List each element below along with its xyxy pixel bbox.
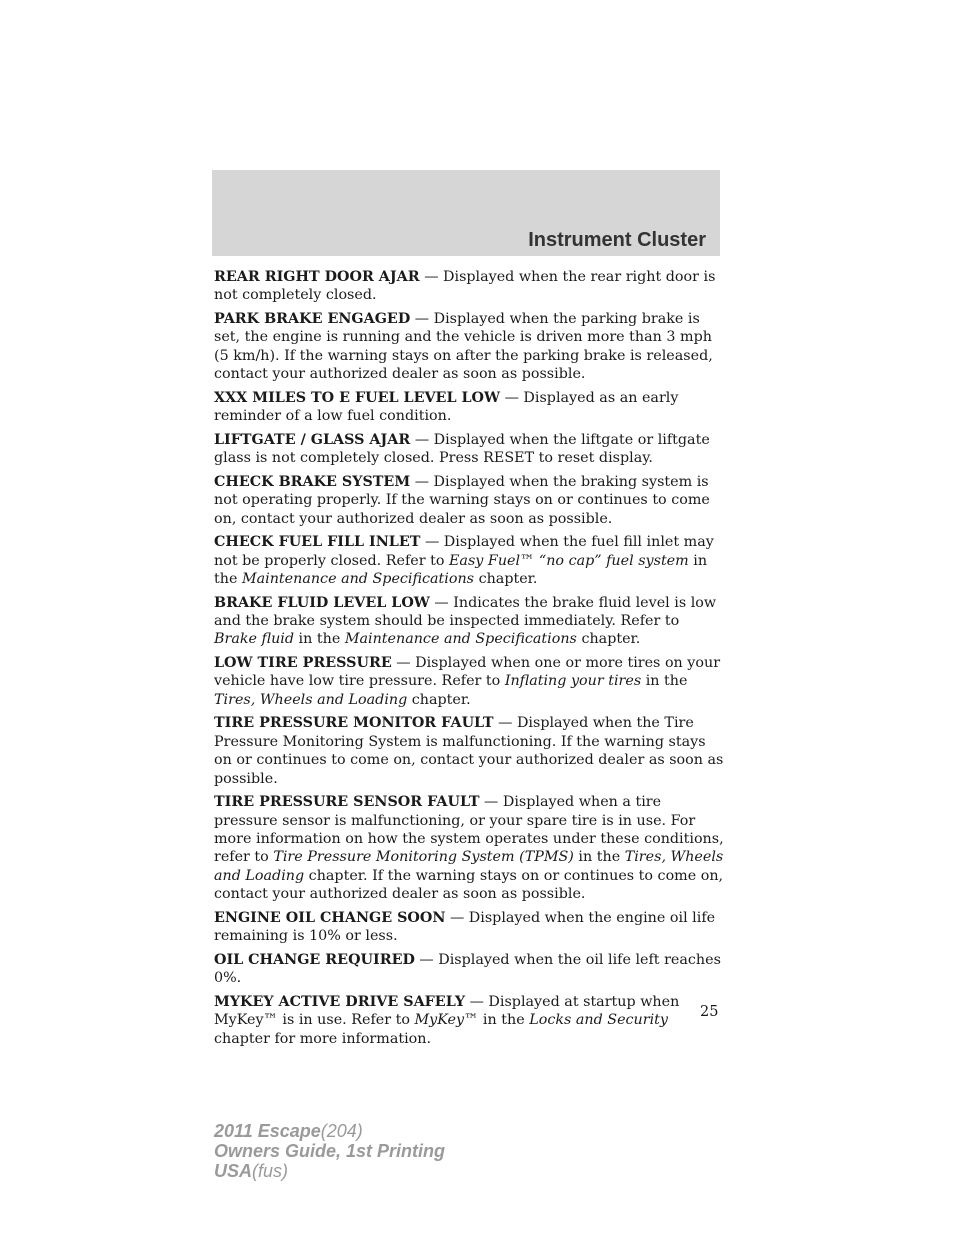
- footer-edition: Owners Guide, 1st Printing: [214, 1141, 446, 1161]
- warning-description: — Displayed when one or more tires on your vehicle have low tire pressure. Refer to: [214, 655, 721, 690]
- warning-term: BRAKE FLUID LEVEL LOW: [214, 594, 430, 611]
- warning-description: in the: [478, 1012, 530, 1029]
- warning-description: — Displayed when a tire pressure sensor is malfunctioning, or your spare tire is in use. For more information on how the system operates under these conditions, refer to: [214, 794, 724, 866]
- warning-description: — Displayed as an early reminder of a low fuel condition.: [214, 389, 679, 425]
- warning-entry: [214, 951, 724, 988]
- warning-description: — Displayed when the parking brake is set, the engine is running and the vehicle is driven more than 3 mph (5 km/h). If the warning stays on after the parking brake is released, contact your authorized dealer as soon as possible.: [214, 311, 713, 383]
- warning-entry: [214, 909, 724, 946]
- warning-entry: [214, 431, 724, 468]
- cross-reference: Tires, Wheels and Loading: [214, 691, 408, 708]
- warning-entry: [214, 473, 724, 528]
- cross-reference: Brake fluid: [214, 631, 295, 648]
- warning-entry: [214, 993, 724, 1048]
- warning-entry: [214, 594, 724, 649]
- cross-reference: Tires, Wheels and Loading: [214, 849, 724, 884]
- cross-reference: Maintenance and Specifications: [241, 571, 475, 588]
- warning-entry: [214, 389, 724, 426]
- footer-market-code: (fus): [252, 1161, 289, 1181]
- footer-market: USA: [214, 1161, 253, 1181]
- document-footer: [214, 1121, 445, 1181]
- warning-term: OIL CHANGE REQUIRED: [214, 951, 415, 968]
- footer-line-edition: [214, 1141, 445, 1161]
- page-number: 25: [700, 1004, 719, 1020]
- warning-message-list: [214, 268, 724, 1053]
- warning-description: — Indicates the brake fluid level is low and the brake system should be inspected immediately. Refer to: [214, 594, 717, 630]
- warning-description: chapter for more information.: [214, 1030, 432, 1047]
- section-title: Instrument Cluster: [528, 229, 706, 251]
- warning-description: — Displayed at startup when MyKey™ is in use. Refer to: [214, 993, 680, 1029]
- warning-term: TIRE PRESSURE SENSOR FAULT: [214, 794, 480, 811]
- warning-description: chapter.: [474, 571, 538, 588]
- warning-description: chapter. If the warning stays on or continues to come on, contact your authorized dealer as soon as possible.: [214, 867, 724, 903]
- warning-description: in the: [573, 849, 625, 866]
- warning-term: LOW TIRE PRESSURE: [214, 655, 392, 672]
- section-header-band: [212, 170, 720, 256]
- warning-term: TIRE PRESSURE MONITOR FAULT: [214, 715, 494, 732]
- warning-term: PARK BRAKE ENGAGED: [214, 311, 411, 327]
- warning-description: in the: [294, 631, 345, 648]
- warning-description: — Displayed when the braking system is not operating properly. If the warning stays on or continues to come on, contact your authorized dealer as soon as possible.: [214, 473, 710, 527]
- warning-entry: [214, 793, 724, 903]
- warning-entry: [214, 268, 724, 305]
- warning-term: MYKEY ACTIVE DRIVE SAFELY: [214, 993, 466, 1010]
- warning-description: — Displayed when the oil life left reaches 0%.: [214, 951, 721, 987]
- warning-term: CHECK FUEL FILL INLET: [214, 534, 421, 551]
- footer-line-model: [214, 1121, 445, 1141]
- warning-entry: [214, 310, 724, 384]
- warning-description: chapter.: [407, 691, 471, 708]
- cross-reference: Maintenance and Specifications: [344, 631, 577, 648]
- warning-description: in the: [214, 552, 708, 588]
- warning-term: ENGINE OIL CHANGE SOON: [214, 909, 446, 926]
- warning-description: — Displayed when the rear right door is not completely closed.: [214, 269, 716, 304]
- warning-entry: [214, 654, 724, 709]
- warning-term: XXX MILES TO E FUEL LEVEL LOW: [214, 389, 501, 406]
- warning-description: — Displayed when the Tire Pressure Monitoring System is malfunctioning. If the warning stays on or continues to come on, contact your authorized dealer as soon as possible.: [214, 715, 724, 787]
- warning-entry: [214, 533, 724, 588]
- cross-reference: Tire Pressure Monitoring System (TPMS): [273, 849, 574, 866]
- footer-line-market: [214, 1161, 445, 1181]
- cross-reference: MyKey™: [414, 1012, 479, 1029]
- warning-description: — Displayed when the liftgate or liftgate glass is not completely closed. Press RESET to reset display.: [214, 431, 710, 467]
- warning-term: REAR RIGHT DOOR AJAR: [214, 269, 420, 285]
- warning-description: — Displayed when the engine oil life remaining is 10% or less.: [214, 909, 716, 945]
- footer-model-code: (204): [320, 1121, 363, 1141]
- footer-model: 2011 Escape: [214, 1121, 321, 1141]
- cross-reference: Inflating your tires: [504, 673, 642, 690]
- warning-description: — Displayed when the fuel fill inlet may not be properly closed. Refer to: [214, 534, 714, 569]
- warning-entry: [214, 714, 724, 788]
- warning-term: LIFTGATE / GLASS AJAR: [214, 431, 411, 448]
- warning-description: chapter.: [576, 631, 641, 648]
- warning-term: CHECK BRAKE SYSTEM: [214, 473, 411, 490]
- cross-reference: Locks and Security: [529, 1012, 668, 1029]
- warning-description: in the: [641, 673, 688, 690]
- cross-reference: Easy Fuel™ “no cap” fuel system: [448, 552, 689, 569]
